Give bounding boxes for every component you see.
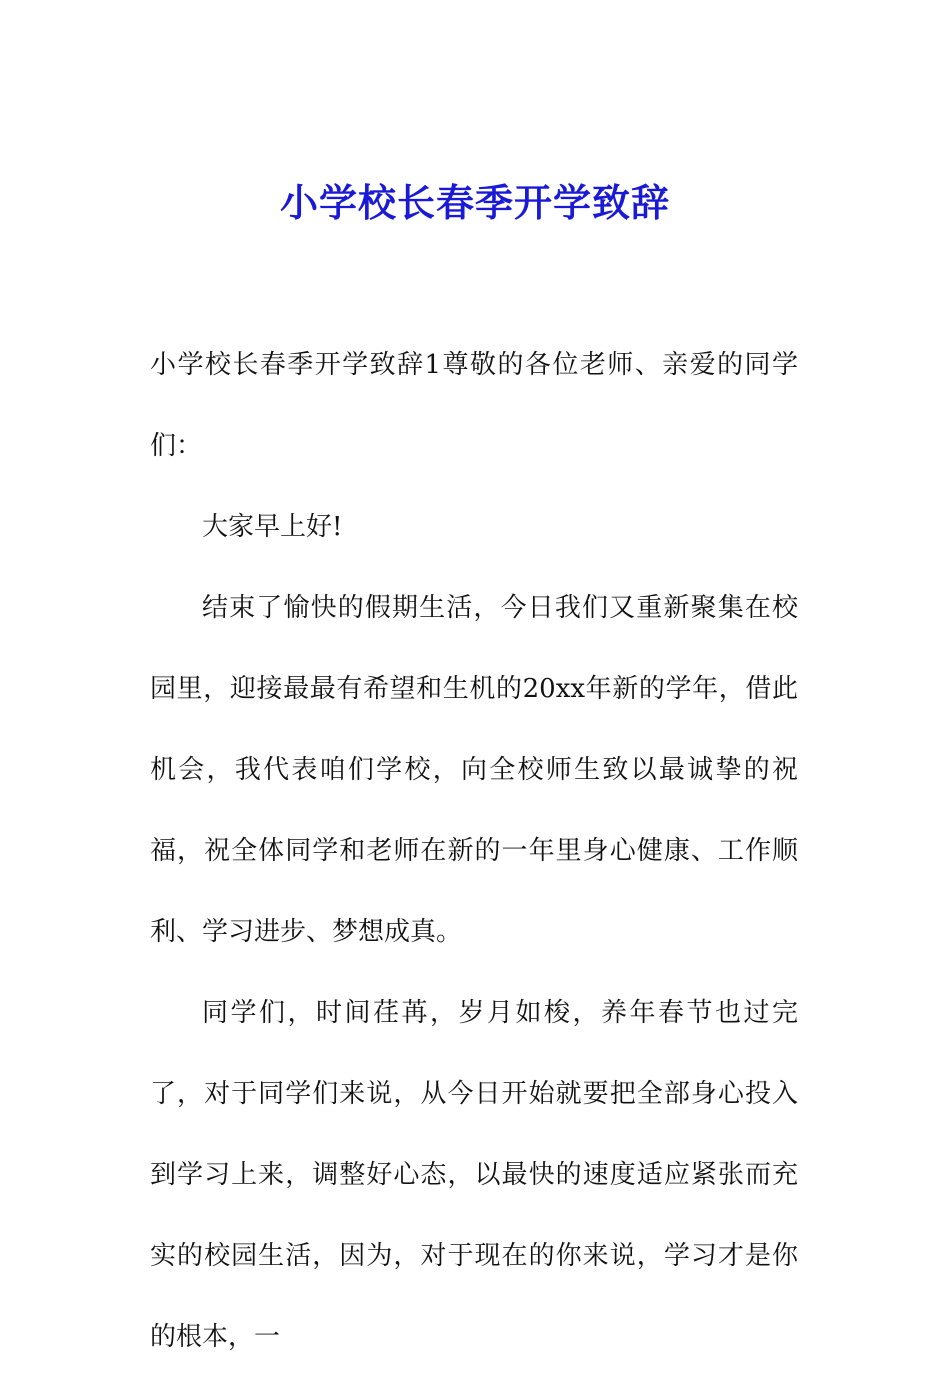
paragraph-new-term: 结束了愉快的假期生活，今日我们又重新聚集在校园里，迎接最最有希望和生机的20xx年新的学年，借此机会，我代表咱们学校，向全校师生致以最诚挚的祝福，祝全体同学和老师在新的一年里身心健康、工作顺利、学习进步、梦想成真。 bbox=[150, 593, 798, 947]
paragraph-greeting: 小学校长春季开学致辞1尊敬的各位老师、亲爱的同学们： bbox=[150, 350, 798, 461]
paragraph-morning: 大家早上好! bbox=[202, 512, 343, 542]
document-body bbox=[150, 325, 798, 1378]
paragraph-study: 同学们，时间荏苒，岁月如梭，养年春节也过完了，对于同学们来说，从今日开始就要把全部身心投入到学习上来，调整好心态，以最快的速度适应紧张而充实的校园生活，因为，对于现在的你来说，学习才是你的根本，一 bbox=[150, 998, 798, 1352]
document-title: 小学校长春季开学致辞 bbox=[279, 180, 670, 225]
